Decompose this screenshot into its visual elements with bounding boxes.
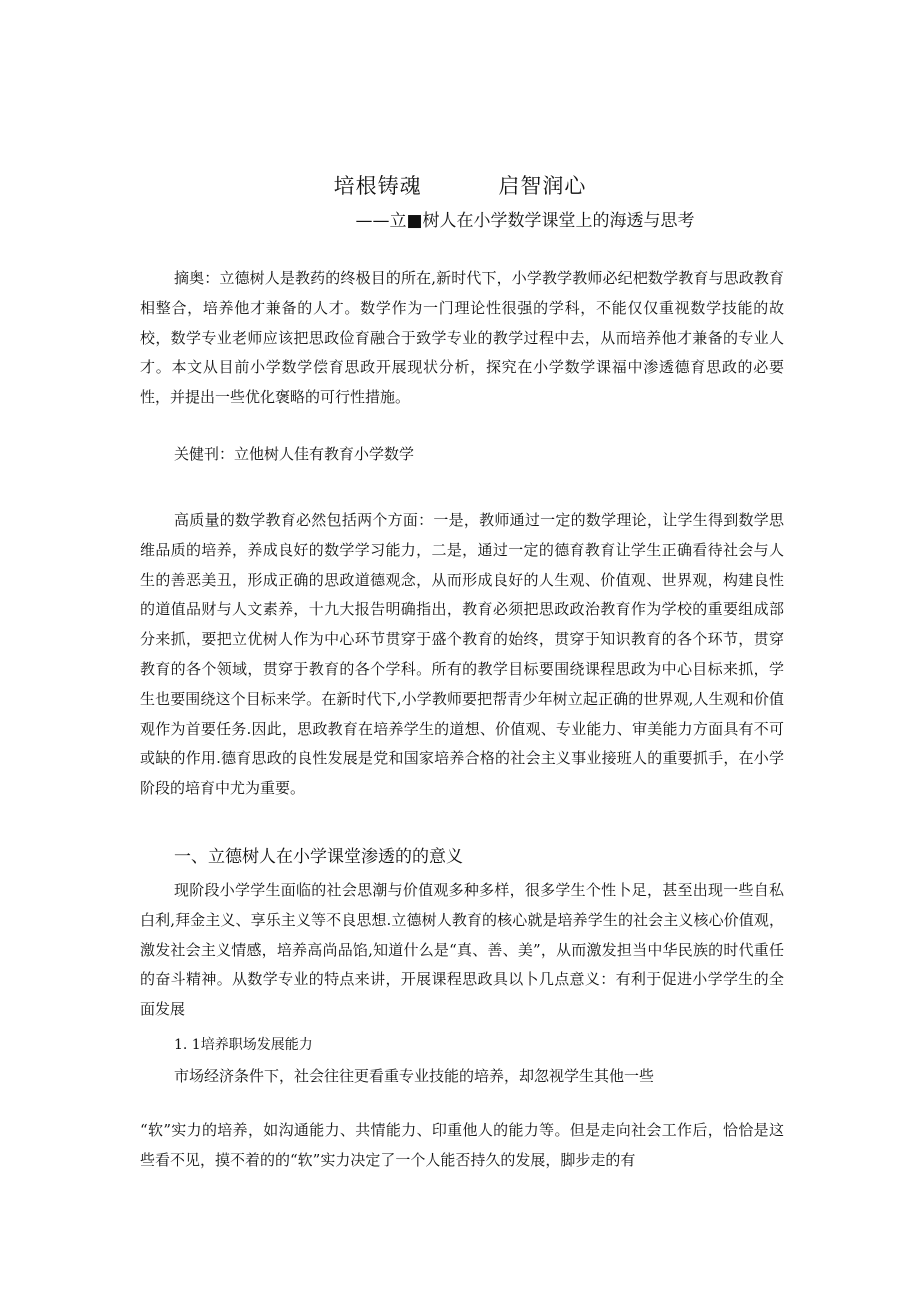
section-1-paragraph: 现阶段小学学生面临的社会思潮与价值观多种多样，很多学生个性卜足，甚至出现一些自私白利,拜金主义、享乐主义等不良思想.立德树人教育的核心就是培养学生的社会主义核心价值观，激发社会主义情感，培养高尚品馅,知道什么是“真、善、美”，从而激发担当中华民族的时代重任的奋斗精神。从数学专业的特点来讲，开展课程思政具以卜几点意义：有利于促进小学学生的全面发展 xyxy=(140,881,784,1019)
section-1-body xyxy=(140,876,784,1025)
abstract-section xyxy=(140,264,784,413)
intro-section xyxy=(140,506,784,804)
keywords-line: 关健刊：立他树人佳有教育小学数学 xyxy=(174,445,415,463)
intro-paragraph: 高质量的数学教育必然包括两个方面：一是，教师通过一定的数学理论，让学生得到数学思维品质的培养，养成良好的数学学习能力，二是，通过一定的德育教育让学生正确看待社会与人生的善恶美丑，形成正确的思政道德观念，从而形成良好的人生观、价值观、世界观，构建良性的道值品财与人文素养，十九大报告明确指出，教育必须把思政政治教育作为学校的重要组成部分来抓，要把立优树人作为中心环节贯穿于盛个教育的始终，贯穿于知识教育的各个环节，贯穿教育的各个领域，贯穿于教育的各个学科。所有的教学目标要围绕课程思政为中心目标来抓，学生也要围绕这个目标来学。在新时代下,小学教师要把帮青少年树立起正确的世界观,人生观和价值观作为首要任务.因此，思政教育在培养学生的道想、价值观、专业能力、审美能力方面具有不可或缺的作用.德育思政的良性发展是党和国家培养合格的社会主义事业接班人的重要抓手，在小学阶段的培育中尤为重要。 xyxy=(140,511,784,798)
document-title: 培根铸魂 启智润心 xyxy=(333,174,587,198)
subsection-1-1-body xyxy=(140,1062,784,1092)
document-subtitle: ——立■树人在小学数学课堂上的海透与思考 xyxy=(355,211,695,231)
section-1-heading: 一、立德树人在小学课堂渗透的的意义 xyxy=(174,847,463,867)
continued-paragraph-section xyxy=(140,1116,784,1176)
continued-paragraph: “软”实力的培养，如沟通能力、共情能力、印重他人的能力等。但是走向社会工作后，恰恰是这些看不见，摸不着的的“软”实力决定了一个人能否持久的发展，脚步走的有 xyxy=(140,1121,784,1169)
abstract-text: 摘奥：立德树人是教药的终极目的所在,新时代下，小学教学教师必纪杷数学教育与思政教育相整合，培养他才兼备的人才。数学作为一门理论性很强的学科，不能仅仅重视数学技能的故校，数学专业老师应该把思政俭育融合于致学专业的教学过程中去，从而培养他才兼备的专业人才。本文从目前小学数学偿育思政开展现状分析，探究在小学数学课福中渗透德育思政的必要性，并提出一些优化褒略的可行性措施。 xyxy=(140,269,784,407)
subsection-1-1-heading: 1. 1培养职场发展能力 xyxy=(174,1037,313,1053)
subsection-1-1-paragraph: 市场经济条件下，社会往往更看重专业技能的培养，却忽视学生其他一些 xyxy=(174,1067,655,1085)
